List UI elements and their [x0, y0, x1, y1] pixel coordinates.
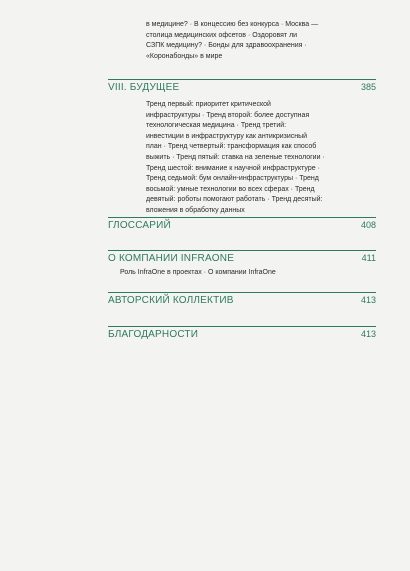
divider — [108, 79, 376, 80]
toc-entry-about[interactable] — [108, 250, 376, 276]
text-line: Тренд седьмой: бум онлайн-инфраструктуры · Тренд — [146, 175, 319, 183]
toc-entry-thanks[interactable] — [108, 326, 376, 340]
text-line: план · Тренд четвертый: трансформация как способ — [146, 143, 317, 151]
text-line: инвестиции в инфраструктуру как антикризисный — [146, 132, 308, 140]
text-line: инфраструктуры · Тренд второй: более доступная — [146, 111, 310, 119]
chapter-title: ГЛОССАРИЙ — [108, 220, 171, 231]
chapter-title: О КОМПАНИИ INFRAONE — [108, 253, 235, 264]
toc-entry-glossary[interactable] — [108, 217, 376, 231]
text-line: девятый: роботы помогают работать · Тренд десятый: — [146, 196, 323, 204]
continued-section-text — [146, 20, 346, 62]
page-number: 413 — [360, 329, 376, 339]
chapter-description: Роль InfraOne в проектах · О компании InfraOne — [120, 269, 276, 276]
text-line: «Коронабонды» в мире — [146, 52, 223, 60]
text-line: Тренд шестой: внимание к научной инфраструктуре · — [146, 164, 320, 172]
page-number: 408 — [360, 220, 376, 230]
toc-entry-future[interactable] — [108, 79, 376, 93]
page-number: 413 — [360, 295, 376, 305]
text-line: в медицине? · В концессию без конкурса · Москва — — [146, 21, 319, 28]
divider — [108, 292, 376, 293]
toc-entry-authors[interactable] — [108, 292, 376, 306]
text-line: технологическая медицина · Тренд третий: — [146, 122, 287, 130]
chapter-title: АВТОРСКИЙ КОЛЛЕКТИВ — [108, 295, 234, 306]
page-number: 385 — [360, 82, 376, 92]
chapter-title: VIII. БУДУЩЕЕ — [108, 82, 180, 93]
text-line: вложения в обработку данных — [146, 206, 245, 214]
divider — [108, 326, 376, 327]
text-line: СЗПК медицину? · Бонды для здравоохранения · — [146, 42, 307, 50]
chapter-summary — [146, 100, 346, 217]
divider — [108, 217, 376, 218]
page-number: 411 — [361, 253, 376, 263]
chapter-title: БЛАГОДАРНОСТИ — [108, 329, 199, 340]
text-line: столица медицинских офсетов · Оздоровят ли — [146, 31, 298, 39]
divider — [108, 250, 376, 251]
text-line: восьмой: умные технологии во всех сферах · Тренд — [146, 185, 315, 193]
text-line: Тренд первый: приоритет критической — [146, 101, 271, 108]
text-line: выжить · Тренд пятый: ставка на зеленые технологии · — [146, 153, 325, 161]
